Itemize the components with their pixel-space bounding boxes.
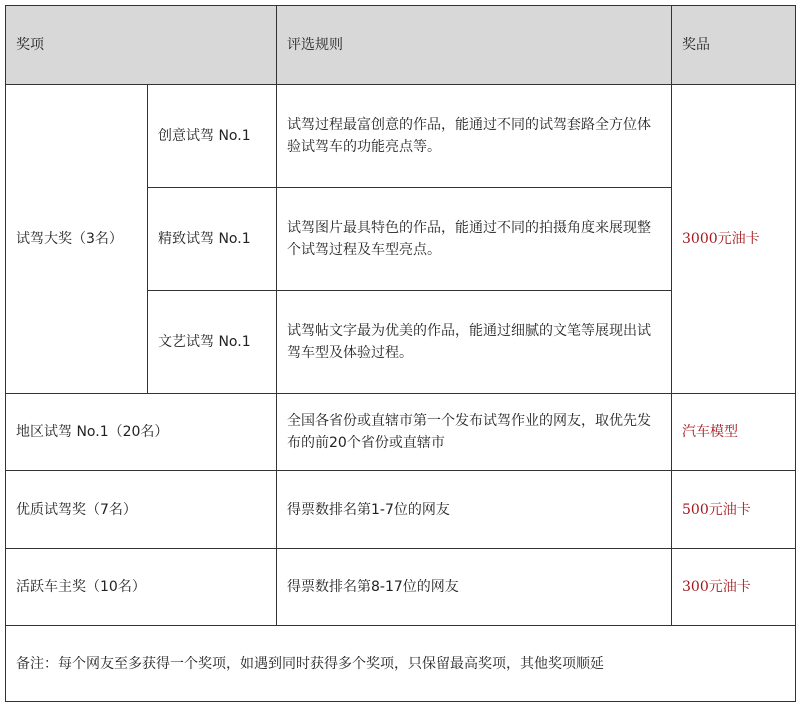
award-rule: 得票数排名第1-7位的网友	[277, 471, 672, 549]
sub-award-rule: 试驾图片最具特色的作品，能通过不同的拍摄角度来展现整个试驾过程及车型亮点。	[277, 188, 672, 291]
award-row	[6, 394, 796, 471]
sub-award-rule: 试驾帖文字最为优美的作品，能通过细腻的文笔等展现出试驾车型及体验过程。	[277, 291, 672, 394]
note-row	[6, 626, 796, 702]
note-text: 备注：每个网友至多获得一个奖项，如遇到同时获得多个奖项，只保留最高奖项，其他奖项顺延	[6, 626, 796, 702]
award-label: 优质试驾奖（7名）	[6, 471, 277, 549]
header-award: 奖项	[6, 6, 277, 85]
award-prize: 300元油卡	[672, 549, 796, 626]
award-rule: 全国各省份或直辖市第一个发布试驾作业的网友，取优先发布的前20个省份或直辖市	[277, 394, 672, 471]
award-rule: 得票数排名第8-17位的网友	[277, 549, 672, 626]
sub-award-name: 创意试驾 No.1	[148, 85, 277, 188]
award-row	[6, 549, 796, 626]
header-rules: 评选规则	[277, 6, 672, 85]
header-prize: 奖品	[672, 6, 796, 85]
award-label: 活跃车主奖（10名）	[6, 549, 277, 626]
sub-award-rule: 试驾过程最富创意的作品，能通过不同的试驾套路全方位体验试驾车的功能亮点等。	[277, 85, 672, 188]
grand-prize-row-1	[6, 85, 796, 188]
award-prize: 500元油卡	[672, 471, 796, 549]
sub-award-name: 文艺试驾 No.1	[148, 291, 277, 394]
awards-table	[5, 5, 796, 702]
grand-prize-label: 试驾大奖（3名）	[6, 85, 148, 394]
sub-award-name: 精致试驾 No.1	[148, 188, 277, 291]
award-row	[6, 471, 796, 549]
award-prize: 汽车模型	[672, 394, 796, 471]
header-row	[6, 6, 796, 85]
grand-prize-value: 3000元油卡	[672, 85, 796, 394]
award-label: 地区试驾 No.1（20名）	[6, 394, 277, 471]
